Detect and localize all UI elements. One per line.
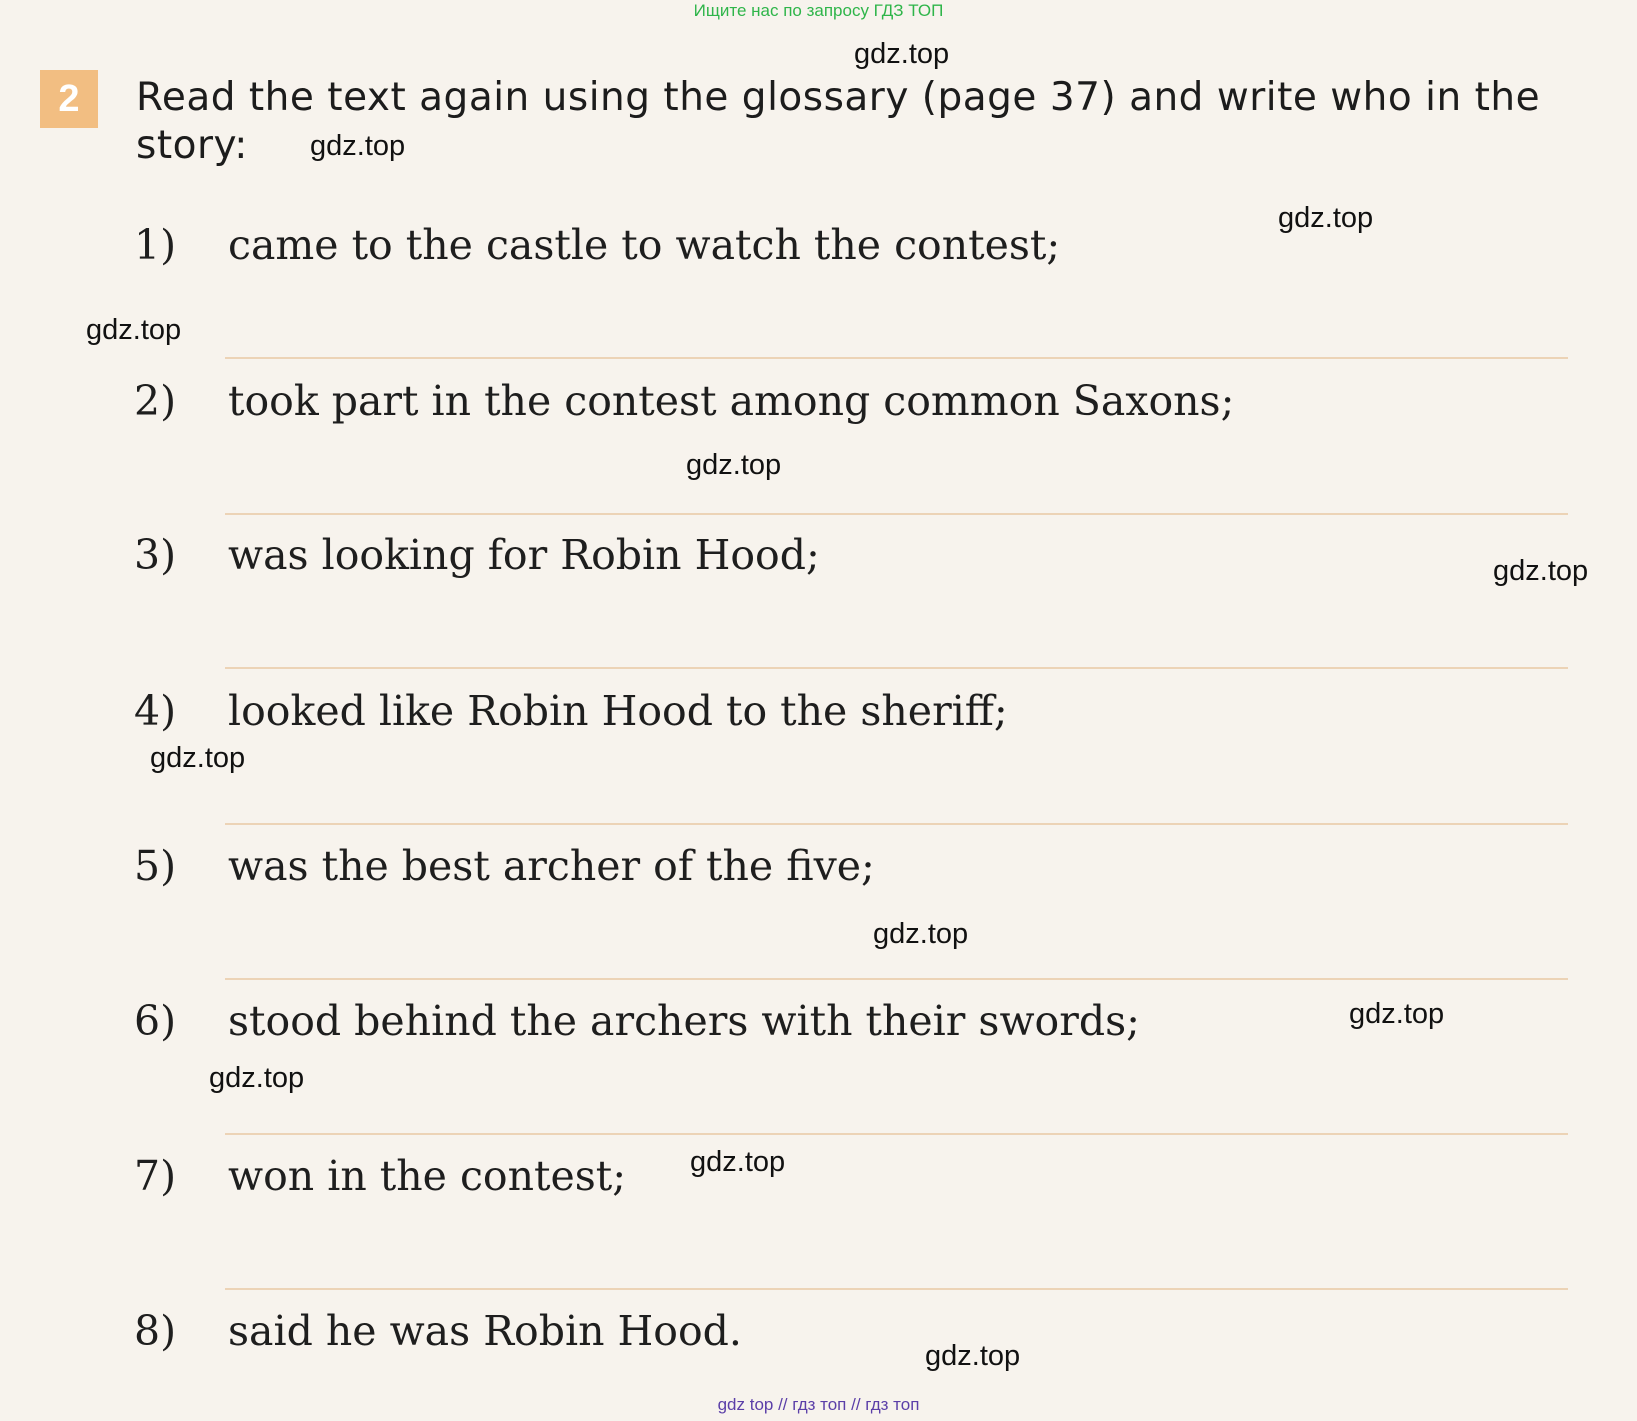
item-number: 5) [134, 842, 177, 890]
answer-line-6[interactable] [225, 1133, 1568, 1135]
item-number: 1) [134, 221, 177, 269]
item-text: was the best archer of the five; [228, 842, 875, 890]
exercise-item-4 [0, 681, 1637, 741]
watermark: gdz.top [209, 1062, 305, 1094]
watermark: gdz.top [1278, 202, 1374, 234]
exercise-item-8 [0, 1301, 1637, 1361]
watermark: gdz.top [1349, 998, 1445, 1030]
answer-line-4[interactable] [225, 823, 1568, 825]
watermark: gdz.top [686, 449, 782, 481]
exercise-item-2 [0, 371, 1637, 431]
item-number: 7) [134, 1152, 177, 1200]
exercise-item-7 [0, 1146, 1637, 1206]
exercise-number-badge: 2 [40, 70, 98, 128]
watermark: gdz.top [1493, 555, 1589, 587]
exercise-instruction: Read the text again using the glossary (page 37) and write who in the story: [136, 75, 1541, 168]
item-text: won in the contest; [228, 1152, 627, 1200]
item-text: came to the castle to watch the contest; [228, 221, 1061, 269]
answer-line-2[interactable] [225, 513, 1568, 515]
item-text: was looking for Robin Hood; [228, 531, 820, 579]
watermark: gdz.top [873, 918, 969, 950]
item-text: looked like Robin Hood to the sheriff; [228, 687, 1008, 735]
answer-line-7[interactable] [225, 1288, 1568, 1290]
item-number: 4) [134, 687, 177, 735]
watermark: gdz.top [150, 742, 246, 774]
watermark: gdz.top [86, 314, 182, 346]
item-number: 6) [134, 997, 177, 1045]
item-text: said he was Robin Hood. [228, 1307, 742, 1355]
item-number: 8) [134, 1307, 177, 1355]
answer-line-3[interactable] [225, 667, 1568, 669]
exercise-item-5 [0, 836, 1637, 896]
answer-line-1[interactable] [225, 357, 1568, 359]
exercise-item-1 [0, 215, 1637, 275]
item-text: took part in the contest among common Saxons; [228, 377, 1235, 425]
watermark: gdz.top [925, 1340, 1021, 1372]
answer-line-5[interactable] [225, 978, 1568, 980]
watermark: gdz.top [854, 38, 950, 70]
top-banner: Ищите нас по запросу ГДЗ ТОП [693, 1, 944, 20]
footer-watermark: gdz top // гдз топ // гдз топ [717, 1395, 920, 1414]
item-number: 3) [134, 531, 177, 579]
watermark: gdz.top [310, 130, 406, 162]
exercise-item-3 [0, 525, 1637, 585]
watermark: gdz.top [690, 1146, 786, 1178]
item-text: stood behind the archers with their swords; [228, 997, 1140, 1045]
item-number: 2) [134, 377, 177, 425]
